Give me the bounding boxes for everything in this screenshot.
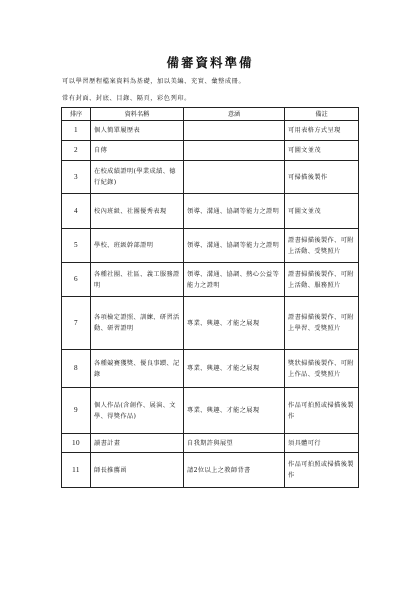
header-note: 備註	[285, 108, 359, 121]
header-meaning: 意涵	[184, 108, 285, 121]
row-note: 證書掃描後製作、可附上活動、受獎照片	[285, 229, 359, 263]
row-meaning: 領導、溝通、協調等能力之證明	[184, 194, 285, 229]
row-name: 各種社團、社區、義工服務證明	[91, 263, 184, 297]
row-number: 4	[62, 194, 91, 229]
table-row	[62, 194, 359, 229]
row-note: 須具體可行	[285, 434, 359, 453]
row-meaning: 專業、興趣、才能之展現	[184, 297, 285, 350]
row-name: 個人簡單履歷表	[91, 121, 184, 141]
table-row	[62, 297, 359, 350]
row-number: 6	[62, 263, 91, 297]
row-number: 1	[62, 121, 91, 141]
table-row	[62, 453, 359, 488]
row-meaning: 請2位以上之教師背書	[184, 453, 285, 488]
row-number: 9	[62, 388, 91, 434]
page-title: 備審資料準備	[166, 55, 254, 70]
materials-table	[61, 107, 359, 488]
table-row	[62, 263, 359, 297]
row-number: 8	[62, 350, 91, 388]
table-header-row	[62, 108, 359, 121]
row-name: 各項檢定證照、訓練、研習活動、研習證明	[91, 297, 184, 350]
row-note: 證書掃描後製作、可附上活動、服務照片	[285, 263, 359, 297]
table-row	[62, 161, 359, 194]
intro-line-2: 常有封面、封底、目錄、隔頁，彩色列印。	[62, 95, 191, 102]
table-row	[62, 388, 359, 434]
row-number: 5	[62, 229, 91, 263]
row-meaning: 專業、興趣、才能之展現	[184, 350, 285, 388]
row-name: 自傳	[91, 141, 184, 161]
row-name: 個人作品(含創作、展演、文學、得獎作品)	[91, 388, 184, 434]
intro-line-1: 可以學習歷程檔案資料為基礎，加以美編、充實、彙整成冊。	[62, 78, 246, 85]
row-meaning: 自我期許與展望	[184, 434, 285, 453]
row-note: 可圖文並茂	[285, 194, 359, 229]
row-note: 證書掃描後製作、可附上學習、受獎照片	[285, 297, 359, 350]
row-name: 各種競賽獲獎、優良事蹟、記錄	[91, 350, 184, 388]
row-meaning: 領導、溝通、協調等能力之證明	[184, 229, 285, 263]
table-row	[62, 141, 359, 161]
row-number: 2	[62, 141, 91, 161]
row-note: 獎狀掃描後製作、可附上作品、受獎照片	[285, 350, 359, 388]
row-number: 10	[62, 434, 91, 453]
row-meaning: 領導、溝通、協調、熱心公益等能力之證明	[184, 263, 285, 297]
row-note: 作品可拍照或掃描後製作	[285, 388, 359, 434]
row-meaning	[184, 161, 285, 194]
row-note: 可圖文並茂	[285, 141, 359, 161]
row-number: 11	[62, 453, 91, 488]
row-name: 學校、班級幹部證明	[91, 229, 184, 263]
row-number: 3	[62, 161, 91, 194]
row-meaning	[184, 121, 285, 141]
row-note: 可用表格方式呈現	[285, 121, 359, 141]
row-meaning: 專業、興趣、才能之展現	[184, 388, 285, 434]
table-row	[62, 121, 359, 141]
row-name: 在校成績證明(學業成績、德行紀錄)	[91, 161, 184, 194]
row-name: 校內班級、社團優秀表現	[91, 194, 184, 229]
row-note: 作品可拍照或掃描後製作	[285, 453, 359, 488]
table-row	[62, 229, 359, 263]
row-name: 師長推薦函	[91, 453, 184, 488]
table-row	[62, 434, 359, 453]
row-name: 讀書計畫	[91, 434, 184, 453]
row-note: 可掃描後製作	[285, 161, 359, 194]
header-name: 資料名稱	[91, 108, 184, 121]
header-order: 排序	[62, 108, 91, 121]
row-number: 7	[62, 297, 91, 350]
table-row	[62, 350, 359, 388]
row-meaning	[184, 141, 285, 161]
